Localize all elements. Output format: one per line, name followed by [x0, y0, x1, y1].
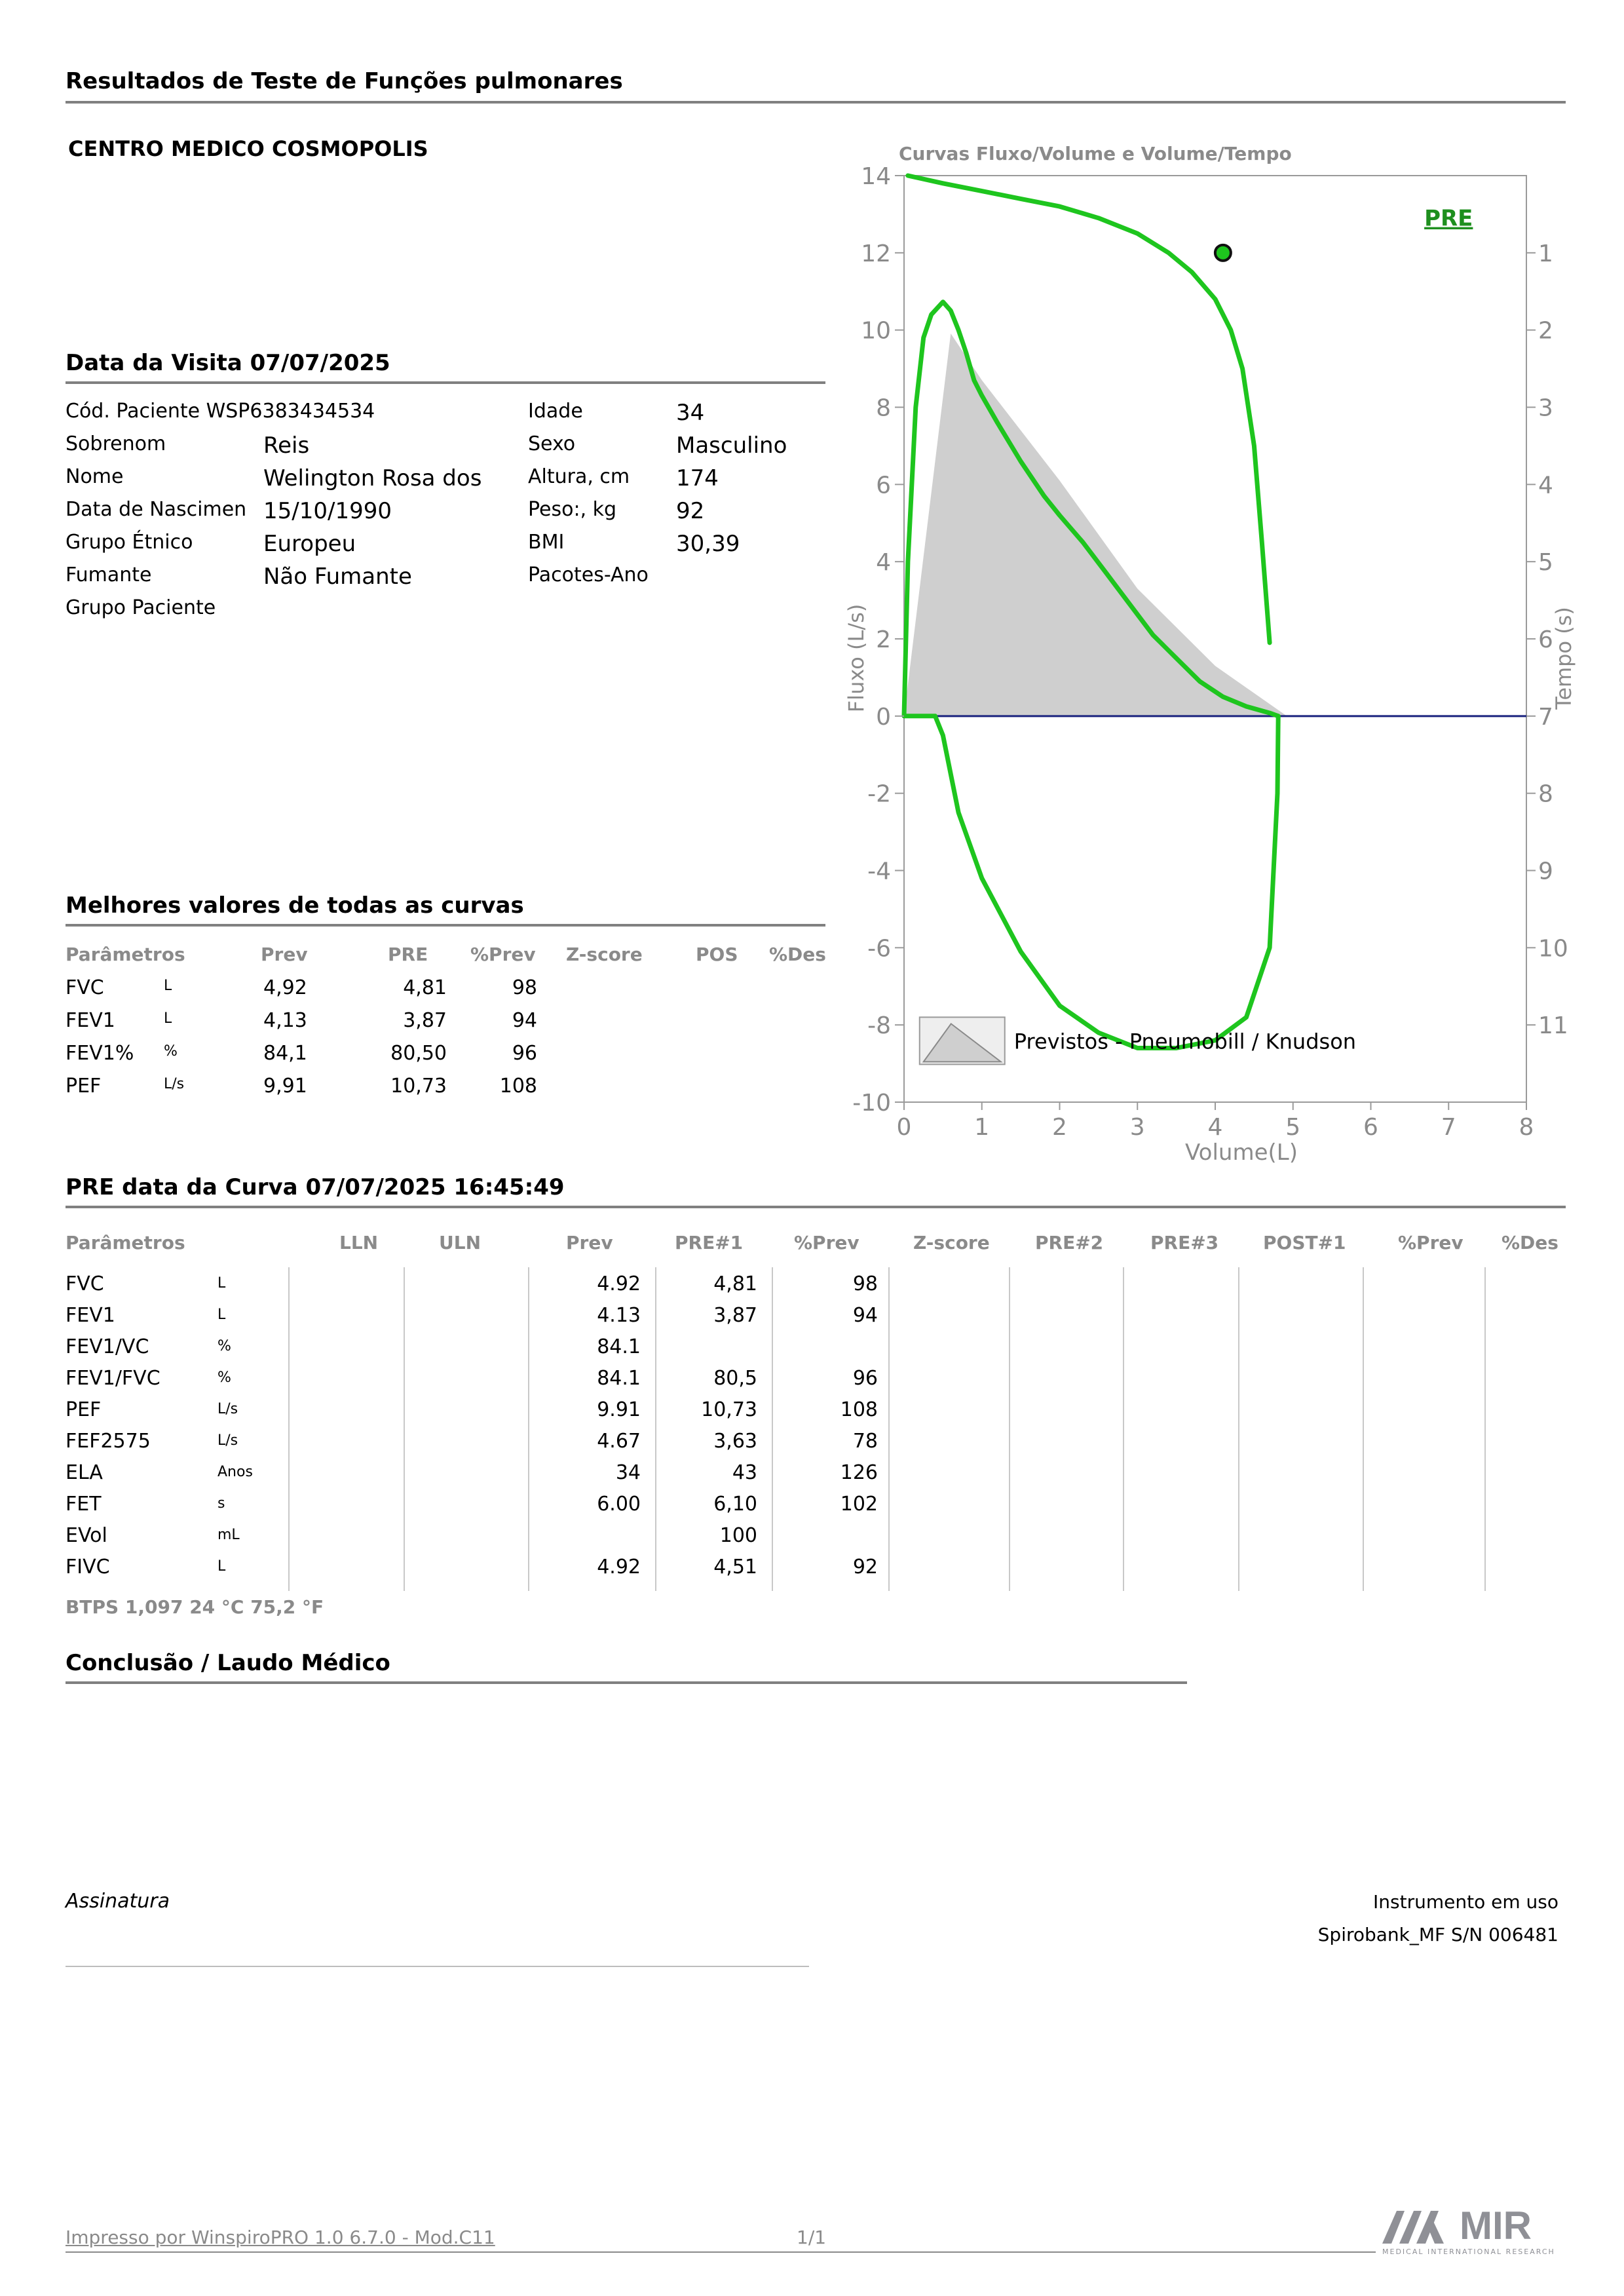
- pct-prev-value: 96: [512, 1042, 537, 1065]
- prev-value: 84.1: [597, 1367, 641, 1390]
- pct-prev-value: 98: [852, 1272, 878, 1295]
- pct-prev-value: 108: [499, 1075, 537, 1098]
- param-name: FEV1: [66, 1304, 115, 1327]
- printed-by: Impresso por WinspiroPRO 1.0 6.7.0 - Mod.C11: [66, 2227, 495, 2248]
- patient-field-value: 30,39: [676, 531, 740, 557]
- x-tick-label: 4: [1207, 1114, 1223, 1141]
- x-tick-label: 5: [1285, 1114, 1301, 1141]
- param-name: FEV1: [66, 1009, 115, 1032]
- column-separator: [288, 1267, 290, 1591]
- y-tick-label: 0: [876, 703, 891, 731]
- param-name: FVC: [66, 1272, 104, 1295]
- pre-value: 80,50: [390, 1042, 447, 1065]
- best-values-header: Parâmetros: [66, 944, 185, 965]
- mir-logo-text: MIR: [1460, 2204, 1532, 2248]
- y-tick-label: 14: [861, 163, 891, 190]
- pre-value: 3,87: [403, 1009, 447, 1032]
- param-unit: L/s: [217, 1432, 238, 1449]
- patient-field-value: Welington Rosa dos: [263, 465, 482, 491]
- param-name: FEV1%: [66, 1042, 134, 1065]
- pre-value: 4,81: [403, 976, 447, 999]
- pre1-value: 6,10: [713, 1493, 757, 1516]
- best-values-divider: [66, 924, 825, 927]
- btps-info: BTPS 1,097 24 °C 75,2 °F: [66, 1596, 324, 1618]
- legend-label: Previstos - Pneumobill / Knudson: [1013, 1029, 1357, 1054]
- patient-field-value: Masculino: [676, 432, 787, 459]
- column-separator: [1009, 1267, 1010, 1591]
- curve-table-header: PRE#2: [1035, 1232, 1104, 1253]
- time-marker: [1215, 245, 1231, 261]
- pct-prev-value: 94: [852, 1304, 878, 1327]
- y2-axis-label: Tempo (s): [1551, 607, 1576, 710]
- prev-value: 9.91: [597, 1398, 641, 1421]
- param-name: EVol: [66, 1524, 107, 1547]
- curve-table-header: %Prev: [794, 1232, 859, 1253]
- patient-field-value: Europeu: [263, 531, 356, 557]
- y-tick-label: 12: [861, 240, 891, 267]
- column-separator: [655, 1267, 656, 1591]
- series-label-pre: PRE: [1424, 205, 1473, 232]
- pct-prev-value: 94: [512, 1009, 537, 1032]
- param-unit: L: [217, 1558, 226, 1575]
- curve-table-header: Parâmetros: [66, 1232, 185, 1253]
- prev-value: 4,13: [263, 1009, 307, 1032]
- patient-field-label: Nome: [66, 465, 124, 488]
- curve-table-header: LLN: [339, 1232, 379, 1253]
- patient-field-value: Não Fumante: [263, 564, 412, 590]
- column-separator: [772, 1267, 773, 1591]
- param-unit: s: [217, 1495, 225, 1512]
- curve-table-header: PRE#1: [675, 1232, 744, 1253]
- y2-tick-label: 8: [1538, 780, 1553, 808]
- x-tick-label: 2: [1052, 1114, 1067, 1141]
- curve-title: PRE data da Curva 07/07/2025 16:45:49: [66, 1174, 565, 1200]
- y-tick-label: 10: [861, 317, 891, 345]
- y-tick-label: 8: [876, 394, 891, 422]
- y2-tick-label: 1: [1538, 240, 1553, 267]
- param-unit: mL: [217, 1527, 240, 1543]
- patient-field-label: BMI: [528, 531, 565, 554]
- x-tick-label: 6: [1363, 1114, 1378, 1141]
- instrument-label: Instrumento em uso: [1373, 1891, 1558, 1913]
- column-separator: [1363, 1267, 1364, 1591]
- footer-line: [66, 2251, 1376, 2253]
- param-name: FEV1/VC: [66, 1335, 149, 1358]
- y-tick-label: 4: [876, 549, 891, 577]
- chart-title: Curvas Fluxo/Volume e Volume/Tempo: [899, 143, 1292, 164]
- pct-prev-value: 102: [840, 1493, 878, 1516]
- patient-field-label: Sexo: [528, 432, 576, 455]
- best-values-header: Prev: [261, 944, 308, 965]
- param-name: FEV1/FVC: [66, 1367, 161, 1390]
- curve-table-header: Z-score: [913, 1232, 990, 1253]
- x-tick-label: 3: [1129, 1114, 1145, 1141]
- y-tick-label: -2: [867, 780, 891, 808]
- pre1-value: 3,87: [713, 1304, 757, 1327]
- patient-field-value: 174: [676, 465, 719, 491]
- curve-table-header: ULN: [439, 1232, 482, 1253]
- pre-value: 10,73: [390, 1075, 447, 1098]
- pre1-value: 4,51: [713, 1556, 757, 1578]
- prev-value: 6.00: [597, 1493, 641, 1516]
- y2-tick-label: 2: [1538, 317, 1553, 345]
- visit-title: Data da Visita 07/07/2025: [66, 350, 390, 376]
- column-separator: [1238, 1267, 1239, 1591]
- patient-field-label: Idade: [528, 400, 583, 423]
- y-tick-label: -8: [867, 1012, 891, 1040]
- pct-prev-value: 126: [840, 1461, 878, 1484]
- column-separator: [1123, 1267, 1124, 1591]
- param-unit: %: [164, 1043, 178, 1060]
- y-tick-label: -6: [867, 935, 891, 963]
- y2-tick-label: 3: [1538, 394, 1553, 422]
- y-tick-label: -4: [867, 858, 891, 885]
- pct-prev-value: 78: [852, 1430, 878, 1453]
- pct-prev-value: 98: [512, 976, 537, 999]
- conclusion-title: Conclusão / Laudo Médico: [66, 1650, 390, 1676]
- param-unit: %: [217, 1338, 231, 1354]
- prev-value: 84,1: [263, 1042, 307, 1065]
- y2-tick-label: 4: [1538, 472, 1553, 499]
- prev-value: 4.92: [597, 1556, 641, 1578]
- best-values-title: Melhores valores de todas as curvas: [66, 892, 524, 919]
- pre1-value: 4,81: [713, 1272, 757, 1295]
- patient-field-label: Sobrenom: [66, 432, 166, 455]
- curve-divider: [66, 1206, 1566, 1208]
- param-name: FVC: [66, 976, 104, 999]
- curve-table-header: Prev: [566, 1232, 613, 1253]
- y-tick-label: -10: [852, 1090, 891, 1117]
- param-unit: L: [217, 1275, 226, 1292]
- prev-value: 4,92: [263, 976, 307, 999]
- column-separator: [404, 1267, 405, 1591]
- column-separator: [528, 1267, 529, 1591]
- curve-table-header: PRE#3: [1150, 1232, 1219, 1253]
- conclusion-divider: [66, 1681, 1187, 1684]
- pre1-value: 10,73: [701, 1398, 757, 1421]
- pre1-value: 100: [719, 1524, 757, 1547]
- visit-divider: [66, 381, 825, 384]
- patient-field-value: 15/10/1990: [263, 498, 392, 524]
- curve-table-header: %Prev: [1398, 1232, 1463, 1253]
- patient-field-value: Reis: [263, 432, 310, 459]
- patient-field-label: Peso:, kg: [528, 498, 617, 521]
- pre1-value: 43: [732, 1461, 757, 1484]
- y2-tick-label: 5: [1538, 549, 1553, 577]
- param-name: ELA: [66, 1461, 103, 1484]
- patient-field-label: Grupo Étnico: [66, 531, 193, 554]
- instrument-value: Spirobank_MF S/N 006481: [1317, 1924, 1558, 1945]
- prev-value: 9,91: [263, 1075, 307, 1098]
- param-unit: L/s: [164, 1076, 185, 1092]
- param-name: FIVC: [66, 1556, 110, 1578]
- param-unit: Anos: [217, 1464, 253, 1480]
- param-name: FEF2575: [66, 1430, 151, 1453]
- mir-logo-mark-icon: [1382, 2206, 1461, 2245]
- prev-value: 4.92: [597, 1272, 641, 1295]
- column-separator: [888, 1267, 890, 1591]
- param-unit: L: [164, 978, 172, 994]
- param-unit: L: [164, 1010, 172, 1027]
- patient-field-label: Data de Nascimen: [66, 498, 247, 521]
- best-values-header: POS: [696, 944, 738, 965]
- header-divider: [66, 101, 1566, 104]
- patient-field-label: Grupo Paciente: [66, 596, 216, 619]
- x-tick-label: 0: [896, 1114, 912, 1141]
- y2-tick-label: 9: [1538, 858, 1553, 885]
- y2-tick-label: 7: [1538, 703, 1553, 731]
- curve-table-header: %Des: [1501, 1232, 1558, 1253]
- x-tick-label: 1: [974, 1114, 990, 1141]
- x-tick-label: 7: [1441, 1114, 1456, 1141]
- param-unit: %: [217, 1369, 231, 1386]
- pct-prev-value: 108: [840, 1398, 878, 1421]
- param-unit: L: [217, 1307, 226, 1323]
- curve-table-header: POST#1: [1263, 1232, 1346, 1253]
- y2-tick-label: 10: [1538, 935, 1568, 963]
- x-tick-label: 8: [1519, 1114, 1534, 1141]
- patient-field-label: Fumante: [66, 564, 152, 586]
- patient-field-label: Pacotes-Ano: [528, 564, 649, 586]
- column-separator: [1484, 1267, 1486, 1591]
- report-title: Resultados de Teste de Funções pulmonares: [66, 68, 623, 94]
- param-name: PEF: [66, 1398, 102, 1421]
- param-name: FET: [66, 1493, 102, 1516]
- pct-prev-value: 96: [852, 1367, 878, 1390]
- y2-tick-label: 6: [1538, 626, 1553, 653]
- best-values-header: %Prev: [470, 944, 536, 965]
- mir-logo: [1382, 2204, 1566, 2263]
- best-values-header: Z-score: [566, 944, 643, 965]
- y-axis-label: Fluxo (L/s): [844, 603, 869, 713]
- y-tick-label: 6: [876, 472, 891, 499]
- pre1-value: 3,63: [713, 1430, 757, 1453]
- y-tick-label: 2: [876, 626, 891, 653]
- x-axis-label: Volume(L): [1185, 1139, 1298, 1166]
- pre1-value: 80,5: [713, 1367, 757, 1390]
- flow-volume-chart: [839, 157, 1585, 1166]
- patient-field-label: Altura, cm: [528, 465, 630, 488]
- prev-value: 84.1: [597, 1335, 641, 1358]
- best-values-header: %Des: [769, 944, 826, 965]
- patient-field-value: 34: [676, 400, 705, 426]
- signature-line: [66, 1966, 809, 1967]
- param-name: PEF: [66, 1075, 102, 1098]
- y2-tick-label: 11: [1538, 1012, 1568, 1040]
- param-unit: L/s: [217, 1401, 238, 1417]
- prev-value: 34: [615, 1461, 641, 1484]
- patient-field-value: 92: [676, 498, 705, 524]
- pct-prev-value: 92: [852, 1556, 878, 1578]
- best-values-header: PRE: [388, 944, 428, 965]
- mir-logo-subtitle: MEDICAL INTERNATIONAL RESEARCH: [1382, 2248, 1555, 2256]
- signature-label: Assinatura: [66, 1890, 170, 1913]
- patient-field-label: Cód. Paciente WSP6383434534: [66, 400, 375, 423]
- clinic-name: CENTRO MEDICO COSMOPOLIS: [68, 136, 428, 161]
- page-number: 1/1: [797, 2227, 827, 2248]
- prev-value: 4.67: [597, 1430, 641, 1453]
- prev-value: 4.13: [597, 1304, 641, 1327]
